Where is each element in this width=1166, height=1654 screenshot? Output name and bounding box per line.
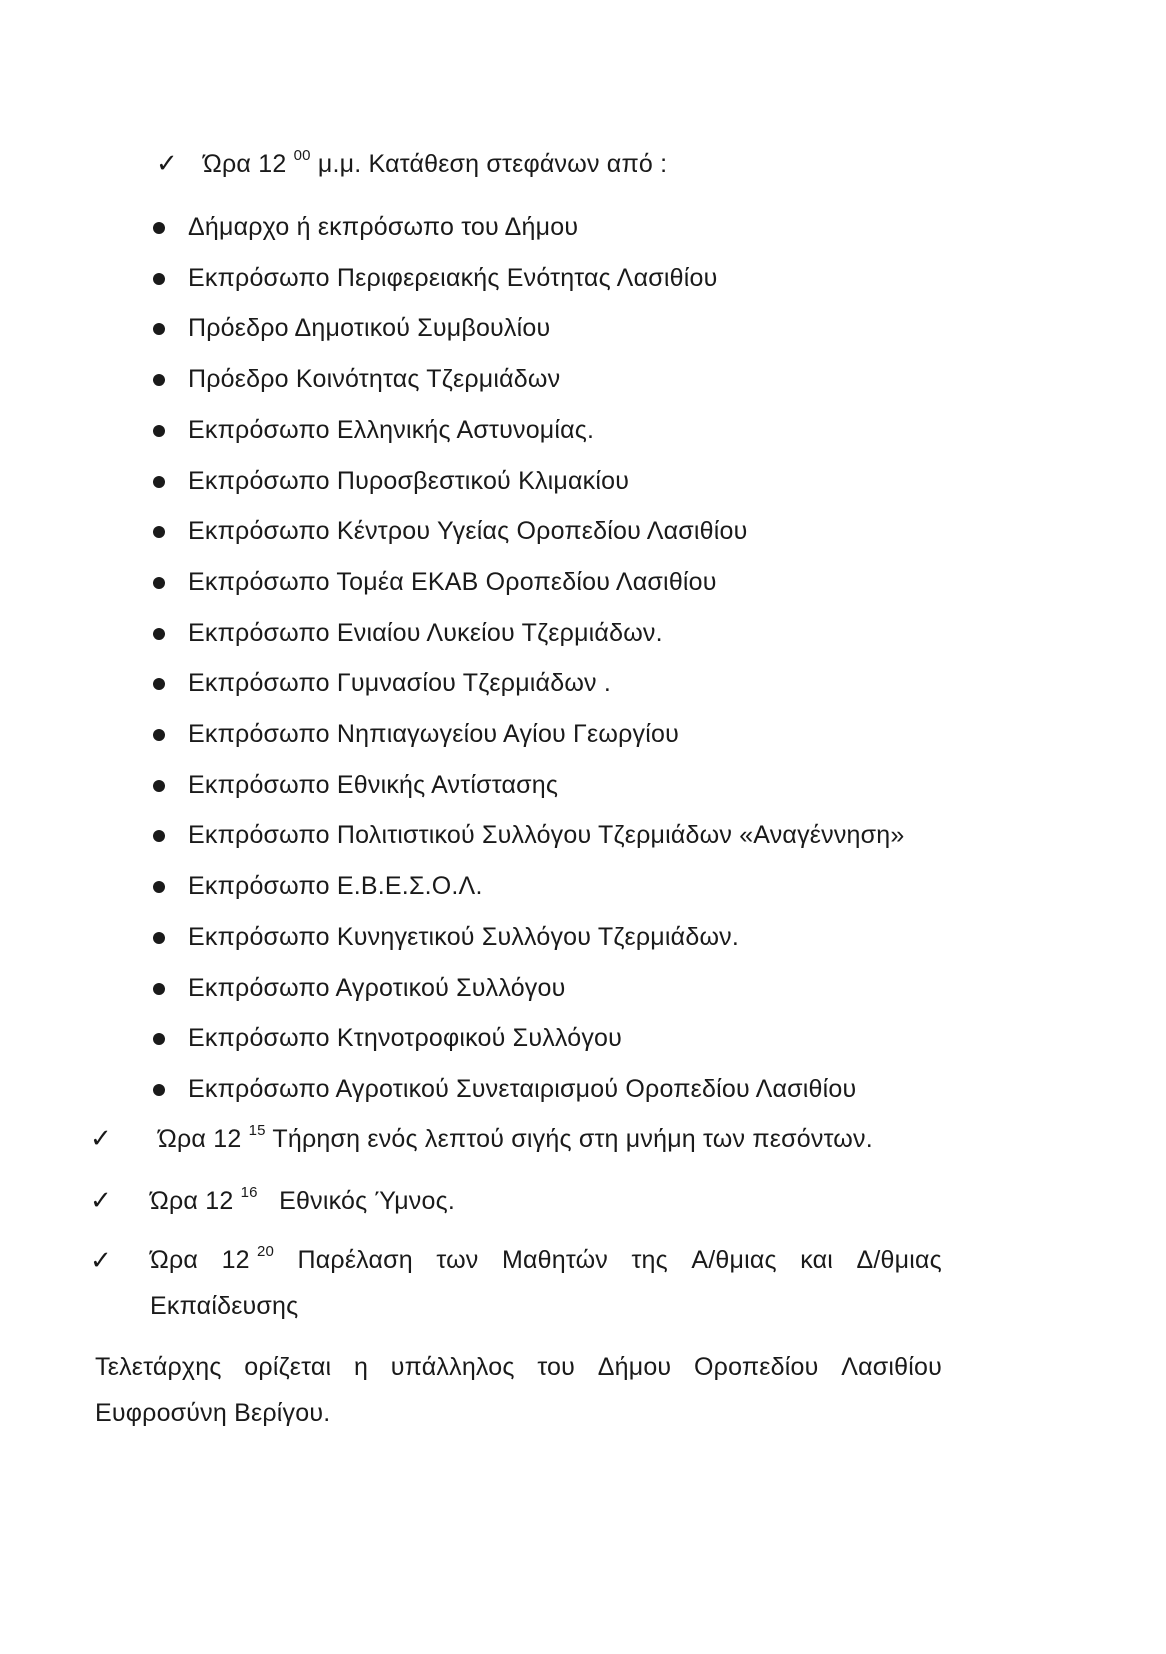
list-item: Εκπρόσωπο Πολιτιστικού Συλλόγου Τζερμιάδων «Αναγέννηση» (188, 821, 905, 850)
item-text: μ.μ. Κατάθεση στεφάνων από : (310, 150, 668, 178)
list-item: Εκπρόσωπο Γυμνασίου Τζερμιάδων . (188, 669, 612, 698)
time-prefix: Ώρα (150, 1246, 199, 1274)
list-item: Εκπρόσωπο Ε.Β.Ε.Σ.Ο.Λ. (188, 872, 483, 901)
list-item: Εκπρόσωπο Αγροτικού Συλλόγου (188, 973, 566, 1002)
bullet-icon (153, 222, 165, 234)
schedule-item-anthem (150, 1183, 455, 1216)
parade-word: της (631, 1246, 668, 1274)
bullet-icon (153, 628, 165, 640)
bullet-icon (153, 1033, 165, 1045)
closing-word: Δήμου (597, 1353, 672, 1381)
list-item: Πρόεδρο Δημοτικού Συμβουλίου (188, 314, 551, 343)
bullet-icon (153, 830, 165, 842)
list-item: Εκπρόσωπο Κυνηγετικού Συλλόγου Τζερμιάδων. (188, 922, 740, 951)
time-prefix: Ώρα 12 (203, 150, 287, 178)
list-item: Εκπρόσωπο Πυροσβεστικού Κλιμακίου (188, 466, 630, 495)
time-minutes: 15 (248, 1121, 266, 1139)
list-item: Δήμαρχο ή εκπρόσωπο του Δήμου (188, 213, 579, 241)
time-prefix: Ώρα 12 (158, 1125, 242, 1153)
time-minutes: 16 (240, 1183, 258, 1201)
list-item: Πρόεδρο Κοινότητας Τζερμιάδων (188, 365, 561, 394)
schedule-item-wreaths (203, 146, 668, 179)
check-mark-icon: ✓ (90, 1186, 112, 1216)
closing-word: η (353, 1353, 369, 1381)
list-item: Εκπρόσωπο Τομέα ΕΚΑΒ Οροπεδίου Λασιθίου (188, 567, 717, 596)
closing-word: υπάλληλος (390, 1353, 515, 1381)
time-hour: 12 $^{20}$ (221, 1242, 275, 1274)
check-mark-icon: ✓ (156, 149, 178, 179)
parade-line-1 (150, 1237, 942, 1284)
bullet-icon (153, 476, 165, 488)
parade-word: των (436, 1246, 479, 1274)
parade-word: Δ/θμιας (856, 1246, 942, 1274)
closing-paragraph (95, 1344, 942, 1435)
time-minutes: 00 (293, 146, 311, 164)
closing-line-2: Ευφροσύνη Βερίγου. (95, 1399, 331, 1427)
list-item: Εκπρόσωπο Εθνικής Αντίστασης (188, 770, 559, 799)
list-item: Εκπρόσωπο Περιφερειακής Ενότητας Λασιθίου (188, 263, 718, 292)
bullet-icon (153, 780, 165, 792)
closing-line-1 (95, 1344, 942, 1391)
bullet-icon (153, 425, 165, 437)
bullet-icon (153, 577, 165, 589)
bullet-icon (153, 983, 165, 995)
bullet-icon (153, 323, 165, 335)
bullet-icon (153, 273, 165, 285)
item-text: Τήρηση ενός λεπτού σιγής στη μνήμη των πεσόντων. (265, 1125, 873, 1153)
list-item: Εκπρόσωπο Κέντρου Υγείας Οροπεδίου Λασιθίου (188, 517, 748, 546)
bullet-icon (153, 1084, 165, 1096)
bullet-icon (153, 526, 165, 538)
bullet-icon (153, 374, 165, 386)
schedule-item-parade (150, 1237, 942, 1328)
bullet-icon (153, 932, 165, 944)
bullet-icon (153, 881, 165, 893)
closing-word: Οροπεδίου (694, 1353, 819, 1381)
check-mark-icon: ✓ (90, 1246, 112, 1276)
time-prefix: Ώρα 12 (150, 1187, 234, 1215)
item-text: Εθνικός Ύμνος. (257, 1187, 455, 1215)
list-item: Εκπρόσωπο Κτηνοτροφικού Συλλόγου (188, 1024, 622, 1053)
parade-line-2: Εκπαίδευσης (150, 1292, 299, 1320)
parade-word: Παρέλαση (297, 1246, 413, 1274)
check-mark-icon: ✓ (90, 1124, 112, 1154)
time-minutes: 20 (256, 1242, 275, 1260)
parade-word: Μαθητών (501, 1246, 608, 1274)
parade-word: Α/θμιας (691, 1246, 777, 1274)
list-item: Εκπρόσωπο Ενιαίου Λυκείου Τζερμιάδων. (188, 618, 663, 647)
bullet-icon (153, 678, 165, 690)
bullet-icon (153, 729, 165, 741)
list-item: Εκπρόσωπο Αγροτικού Συνεταιρισμού Οροπεδίου Λασιθίου (188, 1074, 857, 1103)
list-item: Εκπρόσωπο Νηπιαγωγείου Αγίου Γεωργίου (188, 720, 679, 748)
closing-word: Τελετάρχης (95, 1353, 222, 1381)
closing-word: Λασιθίου (841, 1353, 942, 1381)
closing-word: ορίζεται (244, 1353, 332, 1381)
closing-word: του (537, 1353, 576, 1381)
parade-word: και (800, 1246, 834, 1274)
schedule-item-silence (158, 1121, 873, 1154)
list-item: Εκπρόσωπο Ελληνικής Αστυνομίας. (188, 415, 595, 444)
